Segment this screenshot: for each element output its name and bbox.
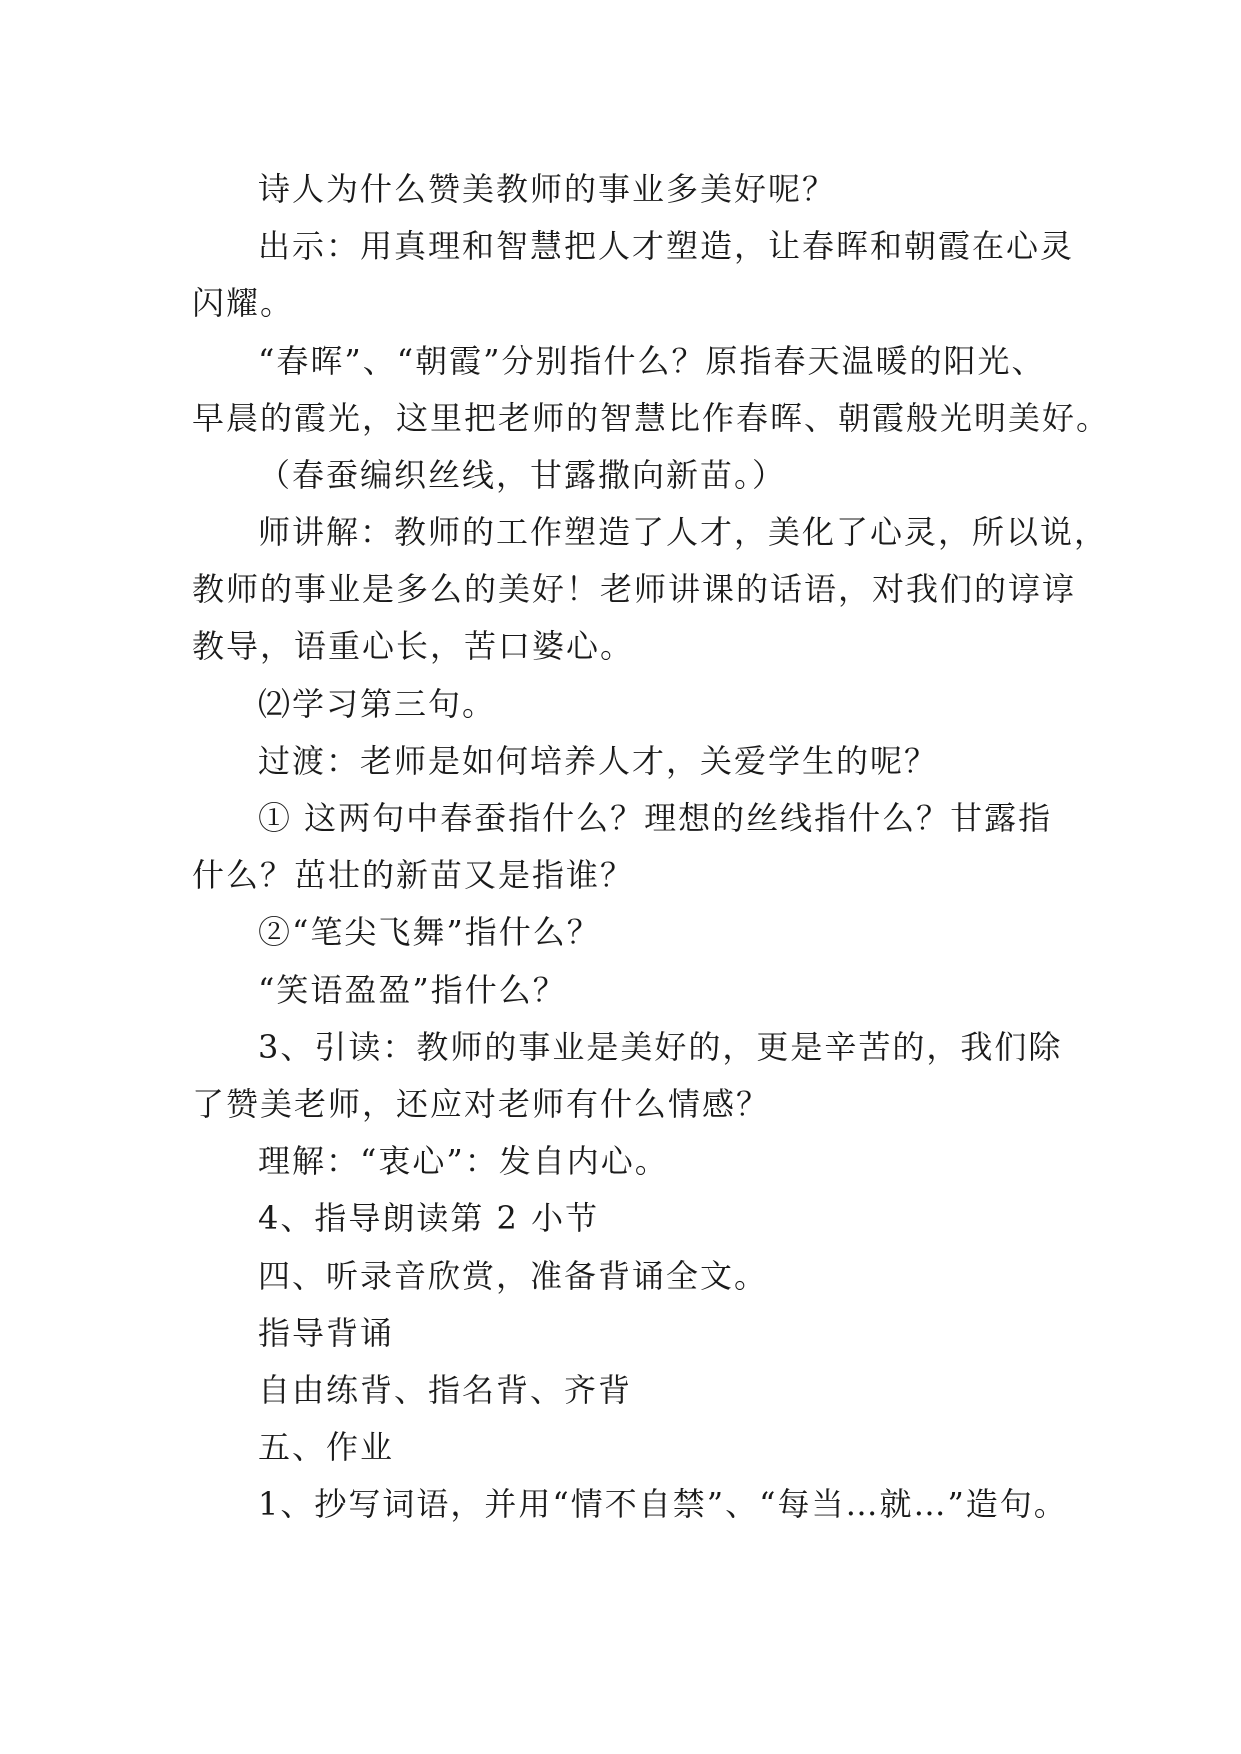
paragraph-line: “春晖”、“朝霞”分别指什么？原指春天温暖的阳光、: [258, 342, 1046, 380]
paragraph-line: 四、听录音欣赏，准备背诵全文。: [258, 1257, 769, 1295]
paragraph-line: 了赞美老师，还应对老师有什么情感？: [192, 1085, 771, 1123]
paragraph-line: 理解：“衷心”：发自内心。: [258, 1142, 669, 1180]
paragraph-line: 4、指导朗读第 2 小节: [258, 1199, 600, 1237]
paragraph-line: 五、作业: [258, 1428, 395, 1466]
paragraph-line: ②“笔尖飞舞”指什么？: [258, 913, 601, 951]
paragraph-line: 什么？茁壮的新苗又是指谁？: [192, 856, 635, 894]
paragraph-line: 师讲解：教师的工作塑造了人才，美化了心灵，所以说，: [258, 513, 1109, 551]
paragraph-line: ⑵学习第三句。: [258, 685, 497, 723]
paragraph-line: 闪耀。: [192, 284, 295, 322]
paragraph-line: 早晨的霞光，这里把老师的智慧比作春晖、朝霞般光明美好。: [192, 399, 1111, 437]
paragraph-line: 出示：用真理和智慧把人才塑造，让春晖和朝霞在心灵: [258, 227, 1075, 265]
paragraph-line: 过渡：老师是如何培养人才，关爱学生的呢？: [258, 742, 939, 780]
paragraph-line: ① 这两句中春蚕指什么？理想的丝线指什么？甘露指: [258, 799, 1053, 837]
paragraph-line: 教导，语重心长，苦口婆心。: [192, 627, 635, 665]
paragraph-line: 教师的事业是多么的美好！老师讲课的话语，对我们的谆谆: [192, 570, 1077, 608]
paragraph-line: （春蚕编织丝线，甘露撒向新苗。）: [258, 456, 787, 494]
paragraph-line: “笑语盈盈”指什么？: [258, 971, 567, 1009]
paragraph-line: 诗人为什么赞美教师的事业多美好呢？: [258, 170, 837, 208]
paragraph-line: 自由练背、指名背、齐背: [258, 1371, 633, 1409]
paragraph-line: 1、抄写词语，并用“情不自禁”、“每当…就…”造句。: [258, 1485, 1068, 1523]
paragraph-line: 指导背诵: [258, 1314, 395, 1352]
paragraph-line: 3、引读：教师的事业是美好的，更是辛苦的，我们除: [258, 1028, 1063, 1066]
